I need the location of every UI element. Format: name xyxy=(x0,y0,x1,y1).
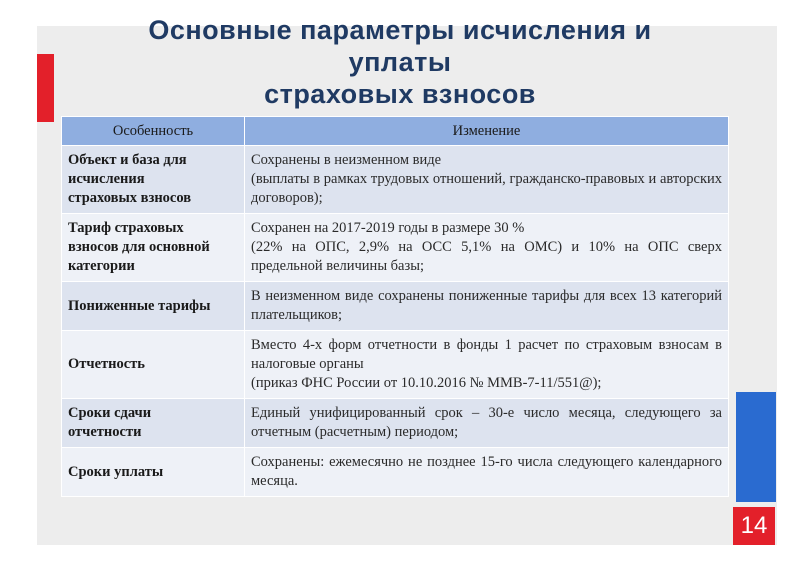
feature-text: Пониженные тарифы xyxy=(68,297,211,314)
parameters-table xyxy=(61,116,729,497)
table-row xyxy=(62,146,729,214)
change-text: (выплаты в рамках трудовых отношений, гражданско-правовых и авторских договоров); xyxy=(251,171,722,206)
table-row xyxy=(62,282,729,331)
change-cell xyxy=(245,448,729,497)
feature-text: страховых взносов xyxy=(68,190,192,206)
page-title xyxy=(100,14,700,110)
title-line-3: страховых взносов xyxy=(264,79,536,109)
change-text: (приказ ФНС России от 10.10.2016 № ММВ-7-11/551@); xyxy=(251,375,602,391)
feature-text: Тариф страховых xyxy=(68,220,184,236)
feature-text: Сроки уплаты xyxy=(68,463,164,480)
table-row xyxy=(62,214,729,282)
table-row xyxy=(62,448,729,497)
feature-text: Сроки сдачи xyxy=(68,405,152,421)
change-cell xyxy=(245,146,729,214)
red-accent-bar xyxy=(37,54,54,122)
change-cell xyxy=(245,282,729,331)
column-header-feature: Особенность xyxy=(62,117,245,146)
change-text: Сохранен на 2017-2019 годы в размере 30 % xyxy=(251,220,525,236)
page-number-badge: 14 xyxy=(733,507,775,545)
feature-text: Объект и база для xyxy=(68,152,187,168)
blue-accent-bar xyxy=(736,392,776,502)
feature-text: Отчетность xyxy=(68,356,145,372)
feature-text: отчетности xyxy=(68,424,142,440)
title-line-1: Основные параметры исчисления и xyxy=(148,15,652,45)
feature-cell xyxy=(62,448,245,497)
feature-cell xyxy=(62,146,245,214)
feature-cell xyxy=(62,331,245,399)
change-text: Единый унифицированный срок – 30-е число месяца, следующего за отчетным (расчетным) периодом; xyxy=(251,405,722,440)
table-header-row xyxy=(62,117,729,146)
change-text: Вместо 4-х форм отчетности в фонды 1 расчет по страховым взносам в налоговые органы xyxy=(251,337,722,372)
table-row xyxy=(62,331,729,399)
change-text: (22% на ОПС, 2,9% на ОСС 5,1% на ОМС) и 10% на ОПС сверх предельной величины базы; xyxy=(251,239,722,274)
feature-cell xyxy=(62,282,245,331)
change-text: Сохранены в неизменном виде xyxy=(251,152,442,168)
feature-text: исчисления xyxy=(68,171,145,187)
change-text: В неизменном виде сохранены пониженные тарифы для всех 13 категорий плательщиков; xyxy=(251,288,722,323)
change-cell xyxy=(245,214,729,282)
title-line-2: уплаты xyxy=(348,47,452,77)
feature-cell xyxy=(62,214,245,282)
column-header-change: Изменение xyxy=(245,117,729,146)
feature-cell xyxy=(62,399,245,448)
change-cell xyxy=(245,399,729,448)
feature-text: взносов для основной xyxy=(68,239,210,255)
feature-text: категории xyxy=(68,258,135,274)
change-text: Сохранены: ежемесячно не позднее 15-го числа следующего календарного месяца. xyxy=(251,454,722,489)
table-row xyxy=(62,399,729,448)
change-cell xyxy=(245,331,729,399)
